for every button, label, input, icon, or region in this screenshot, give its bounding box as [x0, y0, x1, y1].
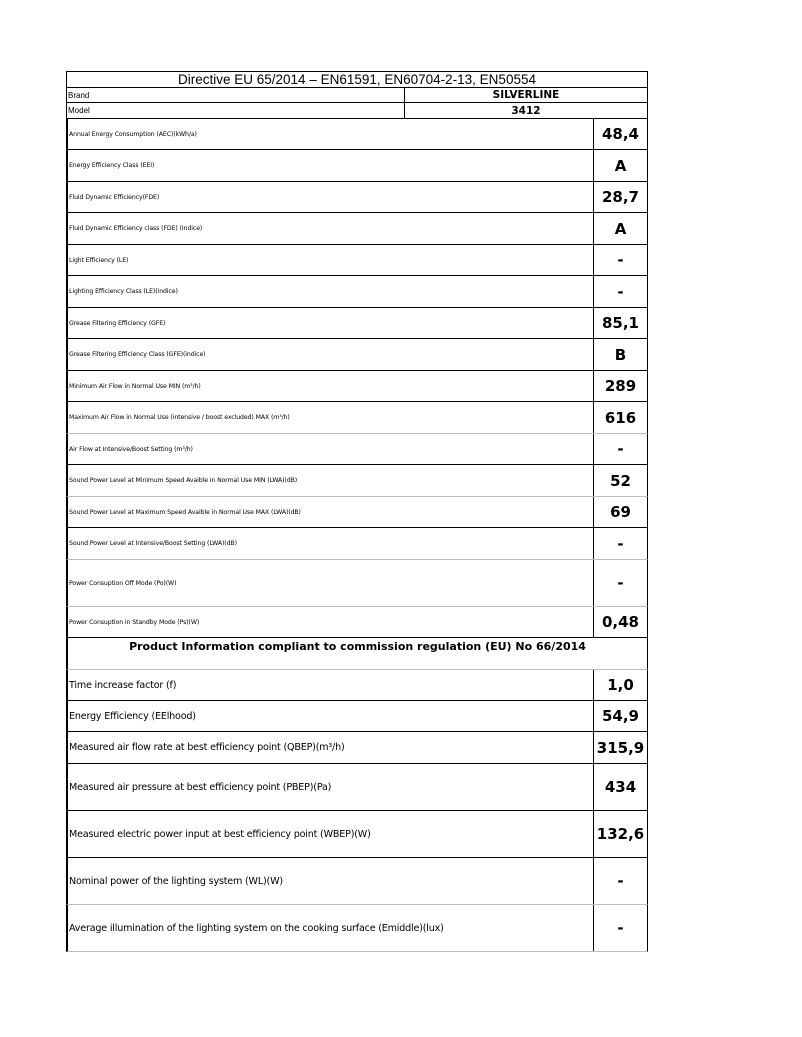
spec-value: 69 [610, 503, 631, 521]
spec-row-airflow-boost [66, 434, 648, 465]
spec-value: - [617, 282, 624, 301]
spec-value: 85,1 [601, 314, 639, 332]
spec-value: - [617, 574, 624, 592]
product-info-sheet [66, 71, 648, 952]
info-label: Time increase factor (f) [68, 670, 594, 700]
spec-row-fde-class [66, 213, 648, 245]
info-label: Average illumination of the lighting system on the cooking surface (Emiddle)(lux) [68, 905, 594, 951]
info-label: Nominal power of the lighting system (WL)(W) [68, 858, 594, 904]
spec-label: Fluid Dynamic Efficiency(FDE) [68, 182, 594, 212]
spec-row-gfe [66, 308, 648, 339]
spec-row-eei [66, 150, 648, 182]
spec-label: Lighting Efficiency Class (LE)(indice) [68, 276, 594, 307]
section-header-row [66, 638, 648, 670]
spec-row-power-standby [66, 607, 648, 638]
info-row-qbep [66, 732, 648, 764]
info-row-emiddle [66, 905, 648, 952]
directive-title-row [66, 71, 648, 88]
spec-row-le [66, 245, 648, 276]
spec-label: Fluid Dynamic Efficiency class (FDE) (Indice) [68, 213, 594, 244]
spec-value: A [614, 156, 627, 175]
spec-label: Light Efficiency (LE) [68, 245, 594, 275]
model-label: Model [67, 103, 405, 118]
info-row-pbep [66, 764, 648, 811]
spec-row-airflow-max [66, 402, 648, 434]
spec-label: Sound Power Level at Maximum Speed Avaible in Normal Use MAX (LWA)(dB) [68, 497, 594, 527]
spec-row-sound-max [66, 497, 648, 528]
info-value: 1,0 [607, 676, 634, 694]
model-value: 3412 [511, 104, 541, 117]
spec-label: Grease Filtering Efficiency (GFE) [68, 308, 594, 338]
spec-row-fde [66, 182, 648, 213]
brand-value: SILVERLINE [492, 89, 560, 101]
spec-value: - [617, 440, 624, 458]
spec-label: Annual Energy Consumption (AEC)(kWh/a) [68, 119, 594, 149]
info-value: - [617, 919, 624, 937]
brand-label: Brand [67, 88, 405, 102]
spec-value: 48,4 [601, 125, 639, 143]
spec-value: A [614, 219, 627, 238]
info-row-wl [66, 858, 648, 905]
spec-value: 0,48 [601, 613, 639, 631]
spec-label: Sound Power Level at Intensive/Boost Setting (LWA)(dB) [68, 528, 594, 559]
info-label: Measured air flow rate at best efficiency point (QBEP)(m³/h) [68, 732, 594, 763]
spec-value: - [617, 251, 624, 269]
spec-value: 289 [604, 377, 637, 395]
spec-label: Power Consuption Off Mode (Po)(W) [68, 560, 594, 606]
info-row-wbep [66, 811, 648, 858]
section-title: Product Information compliant to commission regulation (EU) No 66/2014 [129, 640, 586, 653]
brand-row [66, 88, 648, 103]
spec-value: - [617, 534, 624, 553]
info-label: Energy Efficiency (EElhood) [68, 701, 594, 731]
info-label: Measured air pressure at best efficiency point (PBEP)(Pa) [68, 764, 594, 810]
spec-row-sound-min [66, 465, 648, 497]
info-row-eei-hood [66, 701, 648, 732]
spec-row-sound-boost [66, 528, 648, 560]
info-value: 54,9 [601, 707, 639, 725]
spec-label: Minimum Air Flow in Normal Use MIN (m³/h) [68, 371, 594, 401]
info-label: Measured electric power input at best efficiency point (WBEP)(W) [68, 811, 594, 857]
info-value: 132,6 [596, 825, 645, 843]
spec-row-le-class [66, 276, 648, 308]
spec-label: Sound Power Level at Minimum Speed Avaible in Normal Use MIN (LWA)(dB) [68, 465, 594, 496]
spec-label: Grease Filtering Efficiency Class (GFE)(indice) [68, 339, 594, 370]
spec-value: 52 [610, 471, 631, 490]
spec-label: Maximum Air Flow in Normal Use (intensive / boost excluded) MAX (m³/h) [68, 402, 594, 433]
spec-value: B [614, 345, 627, 364]
spec-row-power-off [66, 560, 648, 607]
directive-title: Directive EU 65/2014 – EN61591, EN60704-2-13, EN50554 [178, 72, 536, 87]
info-value: 434 [604, 778, 637, 796]
spec-value: 616 [604, 408, 637, 427]
spec-row-airflow-min [66, 371, 648, 402]
spec-row-aec [66, 119, 648, 150]
info-value: 315,9 [596, 738, 645, 757]
spec-label: Air Flow at Intensive/Boost Setting (m³/h) [68, 434, 594, 464]
info-value: - [617, 872, 624, 890]
spec-row-gfe-class [66, 339, 648, 371]
spec-label: Energy Efficiency Class (EEI) [68, 150, 594, 181]
spec-label: Power Consuption in Standby Mode (Ps)(W) [68, 607, 594, 637]
spec-value: 28,7 [601, 188, 639, 206]
info-row-time-factor [66, 670, 648, 701]
model-row [66, 103, 648, 119]
